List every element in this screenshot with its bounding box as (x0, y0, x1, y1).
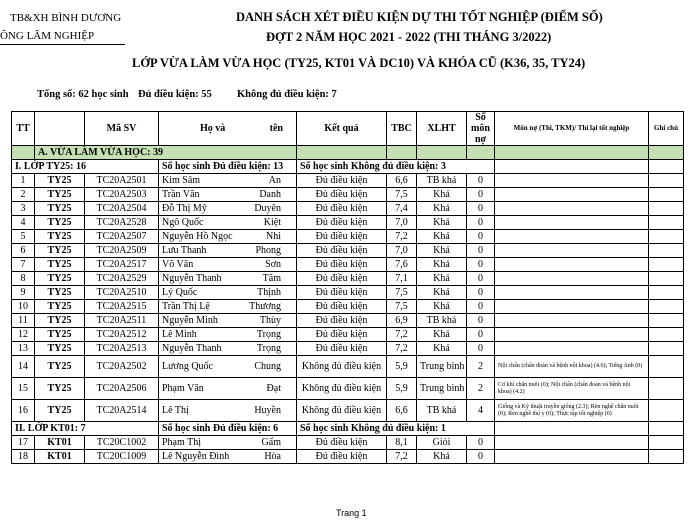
section-a-label: A. VỪA LÀM VỪA HỌC: 39 (35, 146, 297, 160)
row-mon-no (495, 450, 649, 464)
row-mon-no (495, 342, 649, 356)
row-xlht: Khá (417, 230, 467, 244)
agency-name: TB&XH BÌNH DƯƠNG (10, 12, 122, 24)
row-name: Ngô Quốc Kiệt (159, 216, 297, 230)
row-so-mon-no: 0 (467, 202, 495, 216)
row-tbc: 7,2 (387, 230, 417, 244)
row-mon-no (495, 300, 649, 314)
row-ghi-chu (649, 300, 684, 314)
row-class: KT01 (35, 450, 85, 464)
doc-subtitle: ĐỢT 2 NĂM HỌC 2021 - 2022 (THI THÁNG 3/2022) (266, 30, 552, 44)
row-tbc: 6,9 (387, 314, 417, 328)
row-tbc: 7,2 (387, 450, 417, 464)
row-xlht: Khá (417, 342, 467, 356)
row-ma-sv: TC20A2503 (85, 188, 159, 202)
row-so-mon-no: 0 (467, 436, 495, 450)
table-row (12, 450, 684, 464)
row-xlht: Khá (417, 202, 467, 216)
student-table (11, 111, 684, 464)
row-name: Nguyễn Thanh Trọng (159, 342, 297, 356)
group-kt01-not-eligible: Số học sinh Không đủ điều kiện: 1 (297, 422, 495, 436)
row-class: TY25 (35, 328, 85, 342)
row-tbc: 7,6 (387, 258, 417, 272)
row-ma-sv: TC20A2504 (85, 202, 159, 216)
row-xlht: Khá (417, 216, 467, 230)
row-ket-qua: Đủ điều kiện (297, 202, 387, 216)
row-ma-sv: TC20C1002 (85, 436, 159, 450)
row-ghi-chu (649, 188, 684, 202)
row-mon-no: Giống và Kỹ thuật truyền giống (2.3); Rèn nghề chăn nuôi (0); Rèn nghề thú y (0); Thực tập tốt nghiệp (0) (495, 400, 649, 422)
row-ket-qua: Đủ điều kiện (297, 436, 387, 450)
row-mon-no (495, 286, 649, 300)
row-ma-sv: TC20A2502 (85, 356, 159, 378)
row-ghi-chu (649, 202, 684, 216)
row-class: TY25 (35, 174, 85, 188)
row-class: TY25 (35, 230, 85, 244)
row-name: Phạm Văn Đạt (159, 378, 297, 400)
row-xlht: Khá (417, 258, 467, 272)
row-name: Lương Quốc Chung (159, 356, 297, 378)
row-tt: 14 (12, 356, 35, 378)
table-header (12, 112, 684, 146)
row-name: Kim Sâm An (159, 174, 297, 188)
row-class: TY25 (35, 378, 85, 400)
row-class: TY25 (35, 314, 85, 328)
row-ghi-chu (649, 342, 684, 356)
row-name: Phạm Thị Gấm (159, 436, 297, 450)
row-class: TY25 (35, 356, 85, 378)
row-ket-qua: Đủ điều kiện (297, 258, 387, 272)
row-xlht: Khá (417, 244, 467, 258)
row-xlht: TB khá (417, 314, 467, 328)
row-tbc: 7,2 (387, 342, 417, 356)
row-name: Nguyễn Thanh Tâm (159, 272, 297, 286)
row-class: KT01 (35, 436, 85, 450)
row-ma-sv: TC20A2528 (85, 216, 159, 230)
row-tt: 18 (12, 450, 35, 464)
row-tt: 6 (12, 244, 35, 258)
row-mon-no (495, 230, 649, 244)
row-class: TY25 (35, 286, 85, 300)
doc-class-title: LỚP VỪA LÀM VỪA HỌC (TY25, KT01 VÀ DC10) VÀ KHÓA CŨ (K36, 35, TY24) (132, 56, 586, 70)
row-so-mon-no: 0 (467, 272, 495, 286)
row-ghi-chu (649, 356, 684, 378)
row-name: Lê Nguyễn Đình Hòa (159, 450, 297, 464)
row-ghi-chu (649, 400, 684, 422)
table-row (12, 300, 684, 314)
summary-total: Tổng số: 62 học sinh (37, 89, 129, 100)
row-mon-no (495, 202, 649, 216)
row-ma-sv: TC20A2509 (85, 244, 159, 258)
row-tt: 2 (12, 188, 35, 202)
col-name: Họ và tên (159, 112, 297, 146)
row-ket-qua: Đủ điều kiện (297, 314, 387, 328)
row-so-mon-no: 0 (467, 258, 495, 272)
row-ghi-chu (649, 314, 684, 328)
row-so-mon-no: 0 (467, 328, 495, 342)
table-row (12, 436, 684, 450)
row-ket-qua: Đủ điều kiện (297, 230, 387, 244)
row-ghi-chu (649, 244, 684, 258)
row-tt: 10 (12, 300, 35, 314)
row-tbc: 6,6 (387, 174, 417, 188)
row-xlht: Trung bình (417, 378, 467, 400)
row-class: TY25 (35, 272, 85, 286)
row-ma-sv: TC20A2501 (85, 174, 159, 188)
row-tt: 3 (12, 202, 35, 216)
page-number: Trang 1 (336, 508, 367, 518)
row-so-mon-no: 0 (467, 300, 495, 314)
row-name: Nguyễn Hồ Ngọc Nhi (159, 230, 297, 244)
group-kt01-row (12, 422, 684, 436)
table-row (12, 286, 684, 300)
row-ket-qua: Đủ điều kiện (297, 244, 387, 258)
table-row (12, 202, 684, 216)
row-name: Lê Thị Huyền (159, 400, 297, 422)
row-ket-qua: Không đủ điều kiện (297, 356, 387, 378)
row-class: TY25 (35, 188, 85, 202)
row-ghi-chu (649, 216, 684, 230)
row-mon-no (495, 436, 649, 450)
table-row (12, 378, 684, 400)
row-ma-sv: TC20A2512 (85, 328, 159, 342)
row-ket-qua: Đủ điều kiện (297, 342, 387, 356)
row-class: TY25 (35, 342, 85, 356)
row-class: TY25 (35, 258, 85, 272)
row-tt: 17 (12, 436, 35, 450)
row-xlht: TB khá (417, 174, 467, 188)
row-tt: 5 (12, 230, 35, 244)
row-so-mon-no: 0 (467, 216, 495, 230)
row-tt: 16 (12, 400, 35, 422)
row-tt: 13 (12, 342, 35, 356)
row-ghi-chu (649, 230, 684, 244)
row-so-mon-no: 0 (467, 342, 495, 356)
table-row (12, 356, 684, 378)
row-ghi-chu (649, 258, 684, 272)
row-so-mon-no: 0 (467, 244, 495, 258)
row-xlht: Khá (417, 300, 467, 314)
row-so-mon-no: 0 (467, 450, 495, 464)
table-row (12, 328, 684, 342)
table-row (12, 258, 684, 272)
col-ma-sv: Mã SV (85, 112, 159, 146)
row-tt: 15 (12, 378, 35, 400)
row-so-mon-no: 0 (467, 188, 495, 202)
row-mon-no (495, 314, 649, 328)
row-class: TY25 (35, 202, 85, 216)
doc-title: DANH SÁCH XÉT ĐIỀU KIỆN DỰ THI TỐT NGHIỆP (ĐIỂM SỐ) (236, 10, 603, 24)
row-ma-sv: TC20A2507 (85, 230, 159, 244)
row-tbc: 7,2 (387, 328, 417, 342)
row-ma-sv: TC20C1009 (85, 450, 159, 464)
row-so-mon-no: 2 (467, 378, 495, 400)
row-ghi-chu (649, 328, 684, 342)
header-underline (0, 44, 125, 45)
row-ghi-chu (649, 378, 684, 400)
row-mon-no (495, 244, 649, 258)
row-tbc: 8,1 (387, 436, 417, 450)
row-xlht: Trung bình (417, 356, 467, 378)
row-name: Trần Thị Lệ Thương (159, 300, 297, 314)
row-name: Trần Văn Danh (159, 188, 297, 202)
section-a-row (12, 146, 684, 160)
row-mon-no (495, 216, 649, 230)
row-so-mon-no: 0 (467, 314, 495, 328)
col-mon-no: Môn nợ (Thi, TKM)/ Thi lại tốt nghiệp (495, 112, 649, 146)
row-xlht: Khá (417, 188, 467, 202)
row-ket-qua: Đủ điều kiện (297, 300, 387, 314)
row-mon-no (495, 188, 649, 202)
row-ma-sv: TC20A2510 (85, 286, 159, 300)
summary-not-eligible: Không đủ điều kiện: 7 (237, 89, 337, 100)
row-so-mon-no: 0 (467, 174, 495, 188)
col-ghi-chu: Ghi chú (649, 112, 684, 146)
row-class: TY25 (35, 216, 85, 230)
row-tt: 12 (12, 328, 35, 342)
row-tt: 1 (12, 174, 35, 188)
row-ghi-chu (649, 450, 684, 464)
row-xlht: Khá (417, 286, 467, 300)
row-tbc: 7,0 (387, 244, 417, 258)
row-name: Lưu Thanh Phong (159, 244, 297, 258)
row-ket-qua: Không đủ điều kiện (297, 378, 387, 400)
row-mon-no (495, 328, 649, 342)
row-ma-sv: TC20A2511 (85, 314, 159, 328)
table-row (12, 272, 684, 286)
col-so-mon-no: Số môn nợ (467, 112, 495, 146)
row-ghi-chu (649, 286, 684, 300)
row-ghi-chu (649, 436, 684, 450)
table-row (12, 188, 684, 202)
row-class: TY25 (35, 244, 85, 258)
row-tbc: 5,9 (387, 356, 417, 378)
row-mon-no: Nội chẩn (chẩn đoán và bệnh nội khoa) (4.6); Tiếng Anh (0) (495, 356, 649, 378)
row-mon-no (495, 272, 649, 286)
row-tbc: 7,5 (387, 300, 417, 314)
row-xlht: Khá (417, 450, 467, 464)
row-so-mon-no: 4 (467, 400, 495, 422)
row-ket-qua: Đủ điều kiện (297, 188, 387, 202)
group-ty25-not-eligible: Số học sinh Không đủ điều kiện: 3 (297, 160, 495, 174)
row-tbc: 7,1 (387, 272, 417, 286)
row-mon-no: Cơ khí chăn nuôi (0); Nội chẩn (chẩn đoán và bệnh nội khoa) (4.2) (495, 378, 649, 400)
row-tbc: 6,6 (387, 400, 417, 422)
row-class: TY25 (35, 300, 85, 314)
table-row (12, 314, 684, 328)
row-mon-no (495, 258, 649, 272)
group-kt01-label: II. LỚP KT01: 7 (12, 422, 159, 436)
group-ty25-label: I. LỚP TY25: 16 (12, 160, 159, 174)
row-name: Đỗ Thị Mỹ Duyên (159, 202, 297, 216)
row-tt: 8 (12, 272, 35, 286)
row-xlht: TB khá (417, 400, 467, 422)
row-tt: 11 (12, 314, 35, 328)
row-name: Lý Quốc Thịnh (159, 286, 297, 300)
row-tbc: 7,5 (387, 188, 417, 202)
row-name: Nguyễn Minh Thùy (159, 314, 297, 328)
row-name: Võ Văn Sơn (159, 258, 297, 272)
table-row (12, 244, 684, 258)
col-tt: TT (12, 112, 35, 146)
table-row (12, 216, 684, 230)
row-ma-sv: TC20A2514 (85, 400, 159, 422)
row-xlht: Khá (417, 328, 467, 342)
row-ma-sv: TC20A2515 (85, 300, 159, 314)
row-so-mon-no: 2 (467, 356, 495, 378)
row-tbc: 5,9 (387, 378, 417, 400)
row-tt: 9 (12, 286, 35, 300)
row-ma-sv: TC20A2513 (85, 342, 159, 356)
row-ket-qua: Đủ điều kiện (297, 450, 387, 464)
group-kt01-eligible: Số học sinh Đủ điều kiện: 6 (159, 422, 297, 436)
table-row (12, 400, 684, 422)
row-so-mon-no: 0 (467, 230, 495, 244)
row-xlht: Khá (417, 272, 467, 286)
row-tbc: 7,0 (387, 216, 417, 230)
col-ket-qua: Kết quả (297, 112, 387, 146)
row-so-mon-no: 0 (467, 286, 495, 300)
row-ma-sv: TC20A2529 (85, 272, 159, 286)
row-tt: 7 (12, 258, 35, 272)
row-ket-qua: Đủ điều kiện (297, 328, 387, 342)
row-ket-qua: Đủ điều kiện (297, 216, 387, 230)
group-ty25-eligible: Số học sinh Đủ điều kiện: 13 (159, 160, 297, 174)
summary-eligible: Đủ điều kiện: 55 (138, 89, 212, 100)
row-ma-sv: TC20A2506 (85, 378, 159, 400)
row-name: Lê Minh Trọng (159, 328, 297, 342)
row-ket-qua: Đủ điều kiện (297, 272, 387, 286)
school-name: ÔNG LÂM NGHIỆP (0, 30, 95, 42)
col-class (35, 112, 85, 146)
table-row (12, 230, 684, 244)
row-class: TY25 (35, 400, 85, 422)
row-tbc: 7,5 (387, 286, 417, 300)
row-ket-qua: Không đủ điều kiện (297, 400, 387, 422)
row-xlht: Giỏi (417, 436, 467, 450)
row-tt: 4 (12, 216, 35, 230)
col-tbc: TBC (387, 112, 417, 146)
col-xlht: XLHT (417, 112, 467, 146)
row-ghi-chu (649, 272, 684, 286)
row-ket-qua: Đủ điều kiện (297, 286, 387, 300)
row-tbc: 7,4 (387, 202, 417, 216)
group-ty25-row (12, 160, 684, 174)
table-row (12, 174, 684, 188)
row-mon-no (495, 174, 649, 188)
row-ma-sv: TC20A2517 (85, 258, 159, 272)
row-ghi-chu (649, 174, 684, 188)
row-ket-qua: Đủ điều kiện (297, 174, 387, 188)
table-row (12, 342, 684, 356)
